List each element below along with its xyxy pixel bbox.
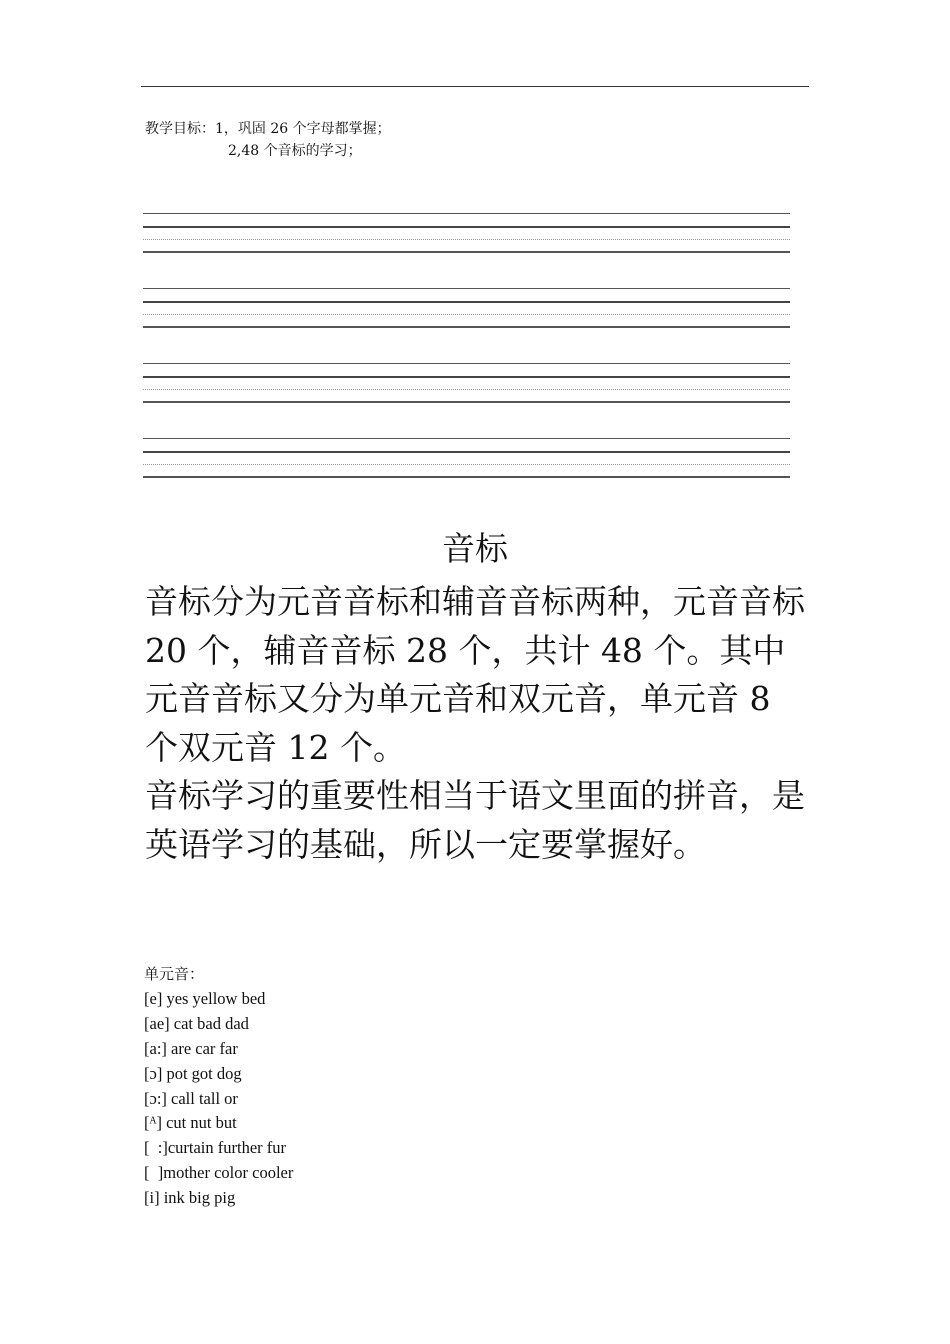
handwriting-practice-lines — [143, 210, 790, 510]
list-item: [ɔ] pot got dog — [144, 1063, 242, 1083]
practice-staff — [143, 435, 790, 510]
list-heading: 单元音： — [144, 965, 205, 983]
list-item: [i] ink big pig — [144, 1188, 236, 1208]
practice-staff — [143, 285, 790, 360]
practice-staff — [143, 360, 790, 435]
list-item: [e] yes yellow bed — [144, 988, 266, 1008]
intro-paragraph-1: 音标分为元音音标和辅音音标两种，元音音标 20 个，辅音音标 28 个，共计 48 个。其中元音音标又分为单元音和双元音，单元音 8 个双元音 12 个。 — [145, 582, 805, 767]
list-item: [ ]mother color cooler — [144, 1163, 294, 1183]
list-item: [ae] cat bad dad — [144, 1013, 249, 1033]
monophthong-list — [144, 962, 293, 1211]
header-rule — [141, 86, 809, 87]
practice-staff — [143, 210, 790, 285]
intro-paragraph-2: 音标学习的重要性相当于语文里面的拼音，是英语学习的基础，所以一定要掌握好。 — [145, 776, 805, 864]
list-item: [a:] are car far — [144, 1038, 238, 1058]
teaching-goals — [145, 118, 391, 162]
list-item: [ᴬ] cut nut but — [144, 1113, 237, 1133]
goal-line-2: 2,48 个音标的学习； — [228, 143, 362, 159]
list-item: [ɔ:] call tall or — [144, 1088, 238, 1108]
goal-line-1: 教学目标：1，巩固 26 个字母都掌握； — [145, 121, 391, 137]
intro-text — [145, 578, 810, 869]
section-title: 音标 — [442, 529, 508, 568]
list-item: [ :]curtain further fur — [144, 1138, 287, 1158]
